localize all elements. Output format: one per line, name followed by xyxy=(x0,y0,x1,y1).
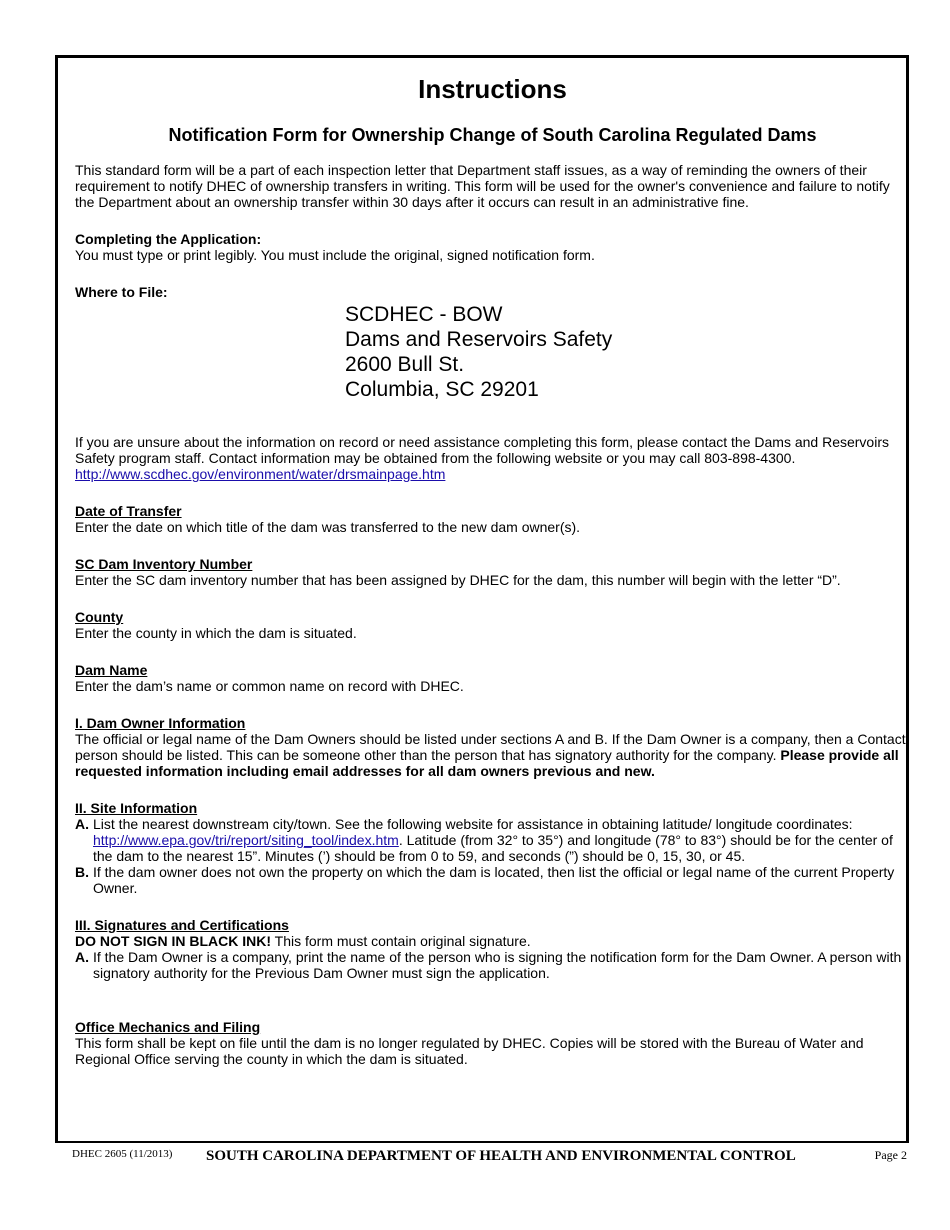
signatures-section xyxy=(75,917,910,981)
owner-info-text xyxy=(75,731,910,779)
signatures-warning xyxy=(75,933,910,949)
site-info-item-b xyxy=(75,864,910,896)
signatures-heading: III. Signatures and Certifications xyxy=(75,917,289,933)
county-heading: County xyxy=(75,609,124,625)
intro-text: This standard form will be a part of each inspection letter that Department staff issues, as a way of reminding the owners of their requirement to notify DHEC of ownership transfers in writing. This form will be used for the owner's convenience and failure to notify the Department about an ownership transfer within 30 days after it occurs can result in an administrative fine. xyxy=(75,162,890,210)
instructions-content xyxy=(75,60,910,1088)
department-name: SOUTH CAROLINA DEPARTMENT OF HEALTH AND ENVIRONMENTAL CONTROL xyxy=(206,1148,796,1164)
signatures-item-a xyxy=(75,949,910,981)
site-info-a-coordinates: . Latitude (from 32° to 35°) and longitude (78° to 83°) should be for the center of the dam to the nearest 15”. Minutes (’) should be from 0 to 59, and seconds (”) should be 0, 15, 30, or 45. xyxy=(93,832,893,864)
epa-siting-tool-link[interactable]: http://www.epa.gov/tri/report/siting_tool/index.htm xyxy=(93,832,399,848)
item-label: B. xyxy=(75,864,89,880)
site-info-heading: II. Site Information xyxy=(75,800,198,816)
address-line-3: 2600 Bull St. xyxy=(345,353,465,376)
completing-heading: Completing the Application: xyxy=(75,231,262,247)
item-label: A. xyxy=(75,949,89,965)
inventory-number-heading: SC Dam Inventory Number xyxy=(75,556,253,572)
address-line-1: SCDHEC - BOW xyxy=(345,303,503,326)
date-of-transfer-section xyxy=(75,503,910,535)
form-subtitle: Notification Form for Ownership Change of South Carolina Regulated Dams xyxy=(168,125,817,145)
county-text: Enter the county in which the dam is situated. xyxy=(75,625,357,641)
site-info-item-a xyxy=(75,816,910,864)
intro-section xyxy=(75,162,910,210)
owner-info-emphasis: Please provide all requested information including email addresses for all dam owners previous and new. xyxy=(75,747,899,779)
item-text: If the Dam Owner is a company, print the name of the person who is signing the notification form for the Dam Owner. A person with signatory authority for the Previous Dam Owner must sign the application. xyxy=(93,949,902,981)
item-label: A. xyxy=(75,816,89,832)
black-ink-warning: DO NOT SIGN IN BLACK INK! xyxy=(75,933,271,949)
contact-text: If you are unsure about the information on record or need assistance completing this form, please contact the Dams and Reservoirs Safety program staff. Contact information may be obtained from the following website or you may call 803-898-4300. xyxy=(75,434,889,466)
mailing-address xyxy=(345,302,910,402)
site-info-a-text: List the nearest downstream city/town. See the following website for assistance in obtaining latitude/ longitude coordinates: xyxy=(93,816,853,832)
date-of-transfer-heading: Date of Transfer xyxy=(75,503,182,519)
item-text xyxy=(93,816,910,864)
owner-info-heading: I. Dam Owner Information xyxy=(75,715,246,731)
page-number: Page 2 xyxy=(874,1148,907,1162)
where-to-file-section xyxy=(75,284,910,402)
office-section xyxy=(75,1019,910,1067)
drs-website-link[interactable]: http://www.scdhec.gov/environment/water/drsmainpage.htm xyxy=(75,466,446,482)
office-text: This form shall be kept on file until the dam is no longer regulated by DHEC. Copies will be stored with the Bureau of Water and Regional Office serving the county in which the dam is situated. xyxy=(75,1035,864,1067)
contact-section xyxy=(75,434,910,482)
item-text: If the dam owner does not own the property on which the dam is located, then list the official or legal name of the current Property Owner. xyxy=(93,864,895,896)
date-of-transfer-text: Enter the date on which title of the dam was transferred to the new dam owner(s). xyxy=(75,519,581,535)
where-to-file-heading: Where to File: xyxy=(75,284,168,300)
county-section xyxy=(75,609,910,641)
office-heading: Office Mechanics and Filing xyxy=(75,1019,261,1035)
owner-info-plain: The official or legal name of the Dam Owners should be listed under sections A and B. If the Dam Owner is a company, then a Contact person should be listed. This can be someone other than the person that has signatory authority for the company. xyxy=(75,731,906,763)
address-line-2: Dams and Reservoirs Safety xyxy=(345,328,613,351)
address-line-4: Columbia, SC 29201 xyxy=(345,378,539,401)
inventory-number-section xyxy=(75,556,910,588)
dam-name-text: Enter the dam’s name or common name on record with DHEC. xyxy=(75,678,464,694)
signature-note: This form must contain original signature. xyxy=(271,933,531,949)
owner-info-section xyxy=(75,715,910,779)
site-info-section xyxy=(75,800,910,896)
dam-name-section xyxy=(75,662,910,694)
completing-section xyxy=(75,231,910,263)
form-code: DHEC 2605 (11/2013) xyxy=(72,1148,173,1160)
dam-name-heading: Dam Name xyxy=(75,662,148,678)
page-title: Instructions xyxy=(418,74,567,104)
completing-text: You must type or print legibly. You must include the original, signed notification form. xyxy=(75,247,595,263)
inventory-number-text: Enter the SC dam inventory number that has been assigned by DHEC for the dam, this number will begin with the letter “D”. xyxy=(75,572,841,588)
